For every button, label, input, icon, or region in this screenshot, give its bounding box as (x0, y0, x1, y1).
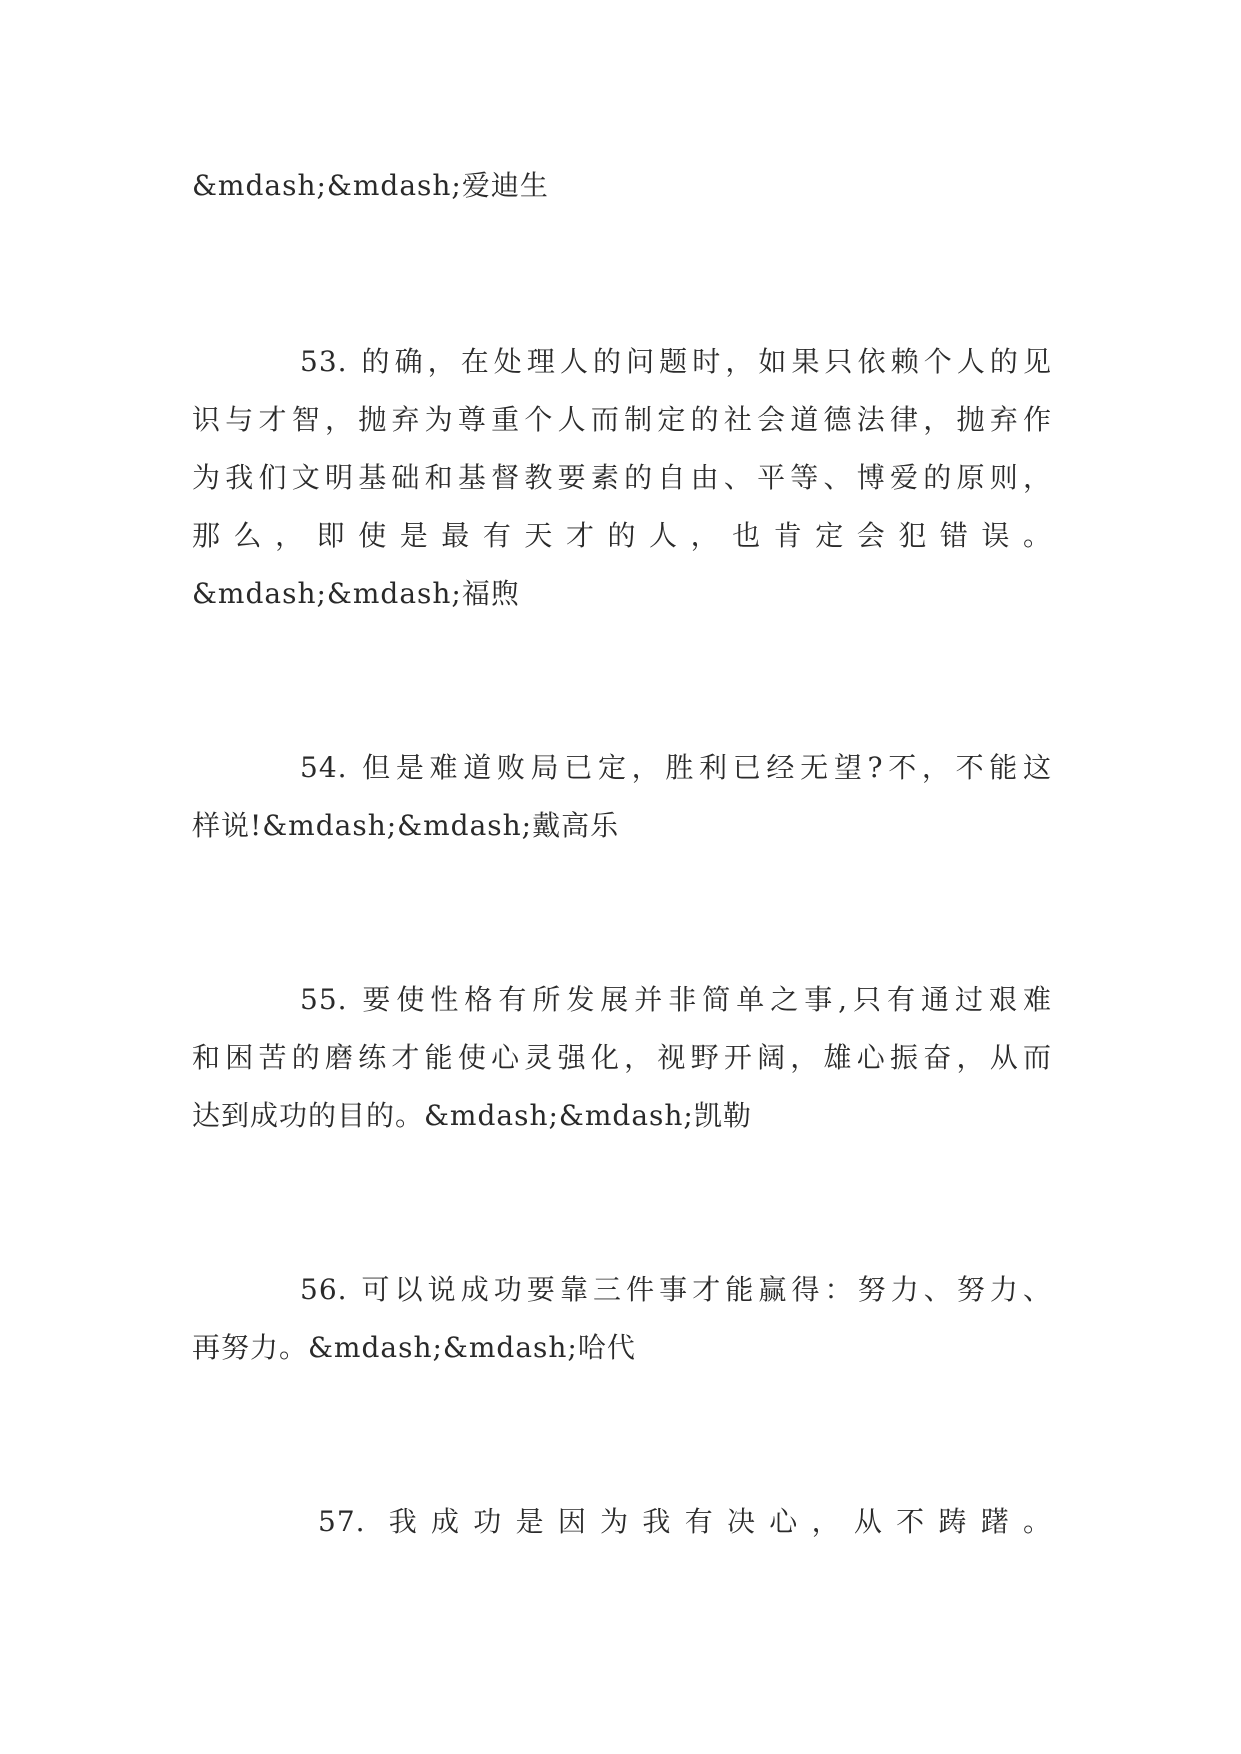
intro-attribution: &mdash;&mdash;爱迪生 (192, 169, 549, 202)
quote-53-line-3: 为我们文明基础和基督教要素的自由、平等、博爱的原则， (192, 461, 1052, 494)
quote-57-line-1: 57. 我成功是因为我有决心，从不踌躇。 (318, 1505, 1052, 1538)
quote-53-attribution: &mdash;&mdash;福煦 (192, 577, 520, 610)
quote-53-line-2: 识与才智，抛弃为尊重个人而制定的社会道德法律，抛弃作 (192, 403, 1052, 436)
quote-55-line-2: 和困苦的磨练才能使心灵强化，视野开阔，雄心振奋，从而 (192, 1041, 1052, 1074)
quote-55-line-3: 达到成功的目的。&mdash;&mdash;凯勒 (192, 1099, 752, 1132)
quote-56-line-1: 56. 可以说成功要靠三件事才能赢得：努力、努力、 (300, 1273, 1052, 1306)
quote-55-line-1: 55. 要使性格有所发展并非简单之事,只有通过艰难 (300, 983, 1052, 1016)
quote-54-line-1: 54. 但是难道败局已定，胜利已经无望?不，不能这 (300, 751, 1052, 784)
quote-53-line-4: 那么，即使是最有天才的人，也肯定会犯错误。 (192, 519, 1052, 552)
quote-53-line-1: 53. 的确，在处理人的问题时，如果只依赖个人的见 (300, 345, 1052, 378)
quote-56-line-2: 再努力。&mdash;&mdash;哈代 (192, 1331, 636, 1364)
quote-54-line-2: 样说!&mdash;&mdash;戴高乐 (192, 809, 620, 842)
